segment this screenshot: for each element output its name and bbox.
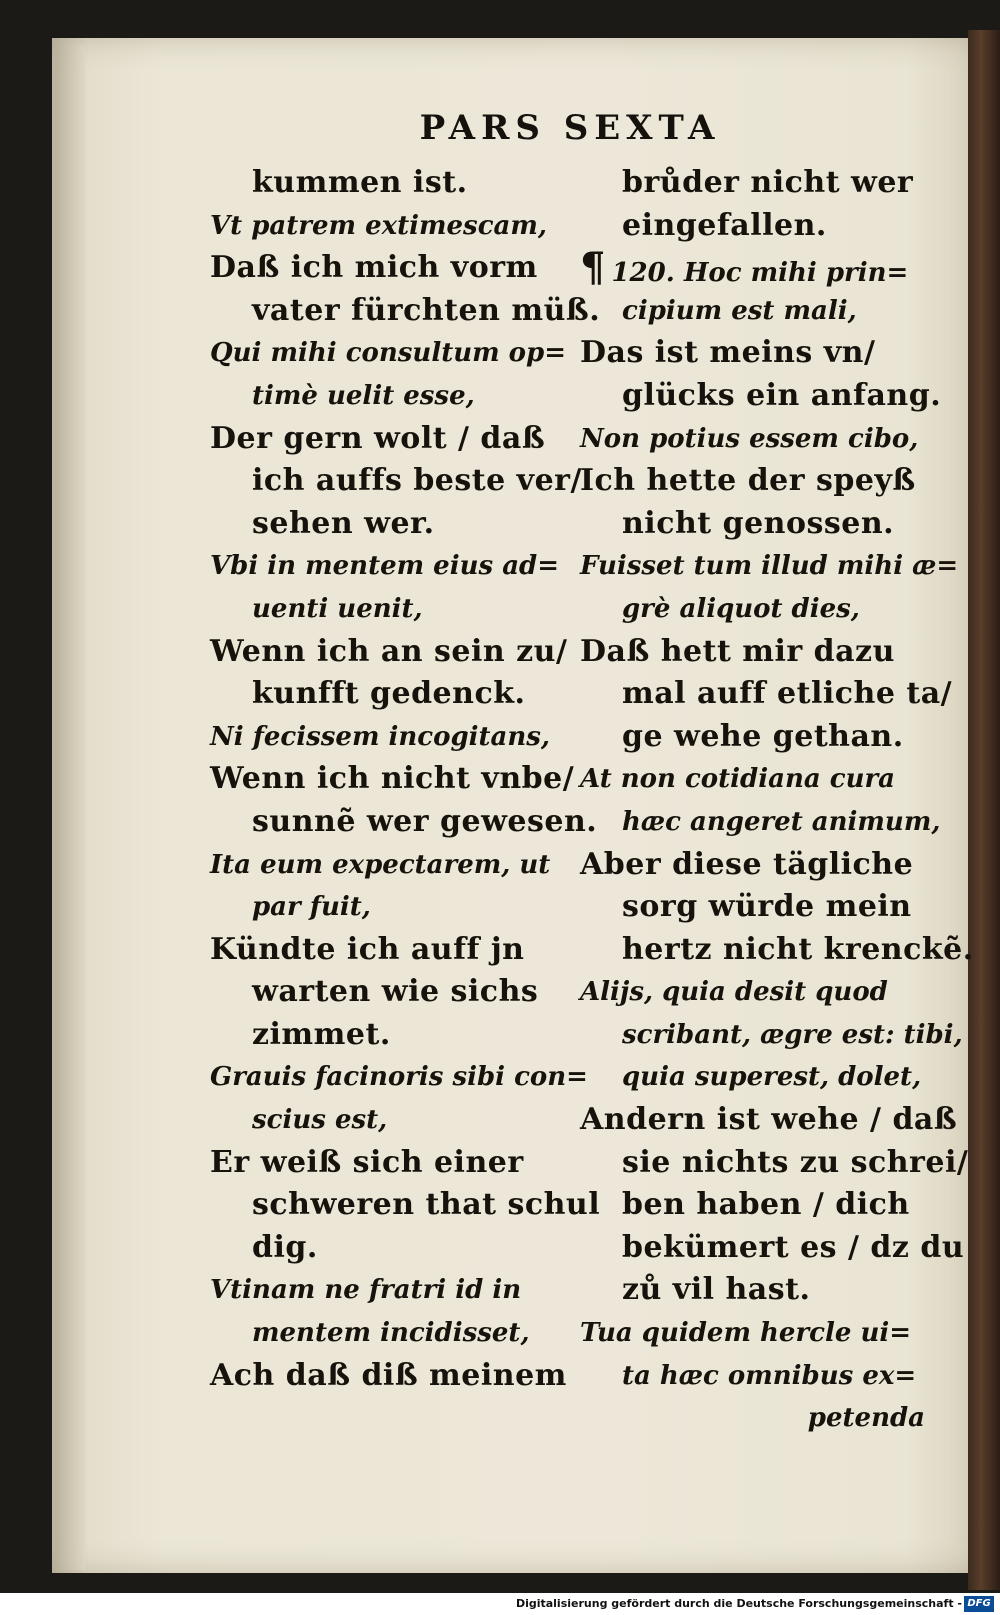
text-line — [580, 290, 925, 333]
text-line — [580, 716, 925, 759]
right-text-column — [580, 162, 974, 1440]
text-line-content: Qui mihi consultum op= — [210, 338, 566, 369]
left-text-column — [210, 162, 601, 1397]
text-line-content: sorg würde mein — [622, 889, 912, 925]
text-line-content: ta hæc omnibus ex= — [622, 1360, 917, 1391]
text-line-content: scius est, — [252, 1105, 388, 1136]
text-line-content: ich auffs beste ver/ — [252, 463, 582, 499]
text-line — [210, 1227, 555, 1270]
text-line — [210, 545, 560, 588]
text-line — [210, 929, 555, 972]
text-line — [580, 673, 953, 716]
text-line — [210, 716, 555, 759]
text-line-content: eingefallen. — [622, 207, 827, 243]
text-line-content: warten wie sichs — [252, 974, 539, 1010]
text-line-content: Vtinam ne fratri id in — [210, 1275, 522, 1306]
text-line — [580, 1014, 963, 1057]
text-line — [580, 1184, 925, 1227]
text-line-content: Daß ich mich vorm — [210, 250, 538, 286]
text-line-content: zů vil hast. — [622, 1272, 811, 1308]
text-line-content: Tua quidem hercle ui= — [580, 1318, 912, 1349]
running-head: PARS SEXTA — [419, 108, 721, 148]
pilcrow-icon: ¶ — [580, 244, 606, 292]
text-line-content: grè aliquot dies, — [622, 593, 860, 624]
text-line-content: Er weiß sich einer — [210, 1144, 524, 1180]
text-line — [580, 758, 925, 801]
text-line-content: Vt patrem extimescam, — [210, 210, 547, 241]
text-line-content: 120. Hoc mihi prin= — [611, 258, 909, 289]
text-line — [210, 631, 568, 674]
text-line-content: glücks ein anfang. — [622, 377, 942, 413]
text-line-content: Ich hette der speyß — [580, 463, 916, 499]
text-line — [580, 418, 925, 461]
text-line — [210, 162, 555, 205]
text-line — [210, 886, 555, 929]
text-line — [580, 971, 925, 1014]
text-line-content: kummen ist. — [252, 165, 468, 200]
text-line — [580, 631, 925, 674]
text-line — [210, 1014, 555, 1057]
text-line — [210, 844, 555, 887]
text-line — [210, 418, 555, 461]
text-line — [210, 1099, 555, 1142]
text-line-content: dig. — [252, 1229, 318, 1265]
text-line-content: ge wehe gethan. — [622, 718, 904, 754]
text-line-content: Andern ist wehe / daß — [580, 1102, 958, 1138]
text-line-content: sie nichts zu schrei/ — [622, 1144, 969, 1180]
text-line-content: Wenn ich nicht vnbe/ — [210, 761, 575, 797]
text-line-content: nicht genossen. — [622, 505, 895, 541]
text-line — [210, 1142, 555, 1185]
text-line-content: Vbi in mentem eius ad= — [210, 551, 560, 582]
text-line-content: Ita eum expectarem, ut — [210, 849, 551, 880]
text-line — [210, 588, 555, 631]
page-gutter — [55, 45, 85, 1570]
text-line-content: mal auff etliche ta/ — [622, 676, 953, 712]
text-line-content: kunfft gedenck. — [252, 676, 526, 712]
text-line-content: zimmet. — [252, 1016, 391, 1052]
text-line-content: vater fürchten müß. — [252, 292, 601, 328]
text-line — [580, 1056, 925, 1099]
text-line-content: Wenn ich an sein zu/ — [210, 633, 568, 669]
text-line-content: At non cotidiana cura — [580, 764, 896, 795]
text-line — [580, 205, 925, 248]
text-line-content: Grauis facinoris sibi con= — [210, 1062, 588, 1093]
text-line-content: Ni fecissem incogitans, — [210, 721, 550, 752]
text-line — [210, 1184, 601, 1227]
text-line — [210, 290, 601, 333]
text-line-content: hertz nicht krenckẽ. — [622, 931, 974, 967]
text-line — [580, 332, 925, 375]
text-line — [210, 673, 555, 716]
text-line-content: sehen wer. — [252, 505, 435, 541]
text-line — [580, 1142, 969, 1185]
text-line — [580, 1099, 958, 1142]
text-line — [210, 801, 598, 844]
text-line — [580, 162, 925, 205]
text-line-content: par fuit, — [252, 892, 371, 923]
text-line — [580, 244, 925, 292]
text-line-content: scribant, ægre est: tibi, — [622, 1019, 963, 1050]
digitization-credit: Digitalisierung gefördert durch die Deutsche Forschungsgemeinschaft - — [515, 1597, 962, 1610]
text-line — [580, 460, 925, 503]
text-line — [580, 375, 942, 418]
text-line-content: Das ist meins vn/ — [580, 335, 876, 371]
text-line-content: Non potius essem cibo, — [580, 423, 919, 454]
text-line — [210, 332, 566, 375]
text-line — [210, 503, 555, 546]
text-line-content: uenti uenit, — [252, 593, 423, 624]
text-line-content: Der gern wolt / daß — [210, 420, 546, 456]
text-line — [210, 1056, 588, 1099]
text-line — [580, 1355, 925, 1398]
text-line-content: mentem incidisset, — [252, 1318, 530, 1349]
text-line-content: Kündte ich auff jn — [210, 931, 525, 967]
text-line-content: Fuisset tum illud mihi æ= — [580, 551, 959, 582]
text-line-content: schweren that schul — [252, 1187, 601, 1223]
text-line — [580, 1312, 925, 1355]
text-line-content: Ach daß diß meinem — [210, 1357, 567, 1393]
text-line — [210, 1269, 555, 1312]
text-line — [210, 205, 555, 248]
text-line — [580, 545, 959, 588]
text-line-content: quia superest, dolet, — [622, 1062, 922, 1093]
text-line-content: Daß hett mir dazu — [580, 633, 895, 669]
text-line-content: timè uelit esse, — [252, 380, 475, 411]
text-line-content: petenda — [807, 1403, 925, 1434]
dfg-logo: DFG — [964, 1596, 994, 1612]
text-line-content: bekümert es / dz du — [622, 1229, 965, 1265]
text-line — [580, 1397, 925, 1440]
text-line — [580, 503, 925, 546]
text-line-content: cipium est mali, — [622, 295, 857, 326]
book-cover-edge — [968, 30, 1000, 1590]
text-line — [580, 1227, 965, 1270]
text-line-content: sunnẽ wer gewesen. — [252, 803, 598, 839]
text-line — [210, 971, 555, 1014]
text-line — [580, 1269, 925, 1312]
text-line-content: Aber diese tägliche — [580, 846, 914, 882]
text-line — [210, 1355, 567, 1398]
text-line — [210, 758, 575, 801]
text-line — [580, 929, 974, 972]
text-line-content: ben haben / dich — [622, 1187, 910, 1223]
text-line-content: Alijs, quia desit quod — [580, 977, 888, 1008]
text-line-content: brůder nicht wer — [622, 165, 914, 200]
text-line-content: hæc angeret animum, — [622, 806, 941, 837]
text-line — [210, 375, 555, 418]
text-line — [580, 844, 925, 887]
text-line — [210, 1312, 555, 1355]
text-line — [210, 460, 582, 503]
text-line — [210, 247, 555, 290]
text-line — [580, 801, 941, 844]
text-line — [580, 588, 925, 631]
text-line — [580, 886, 925, 929]
